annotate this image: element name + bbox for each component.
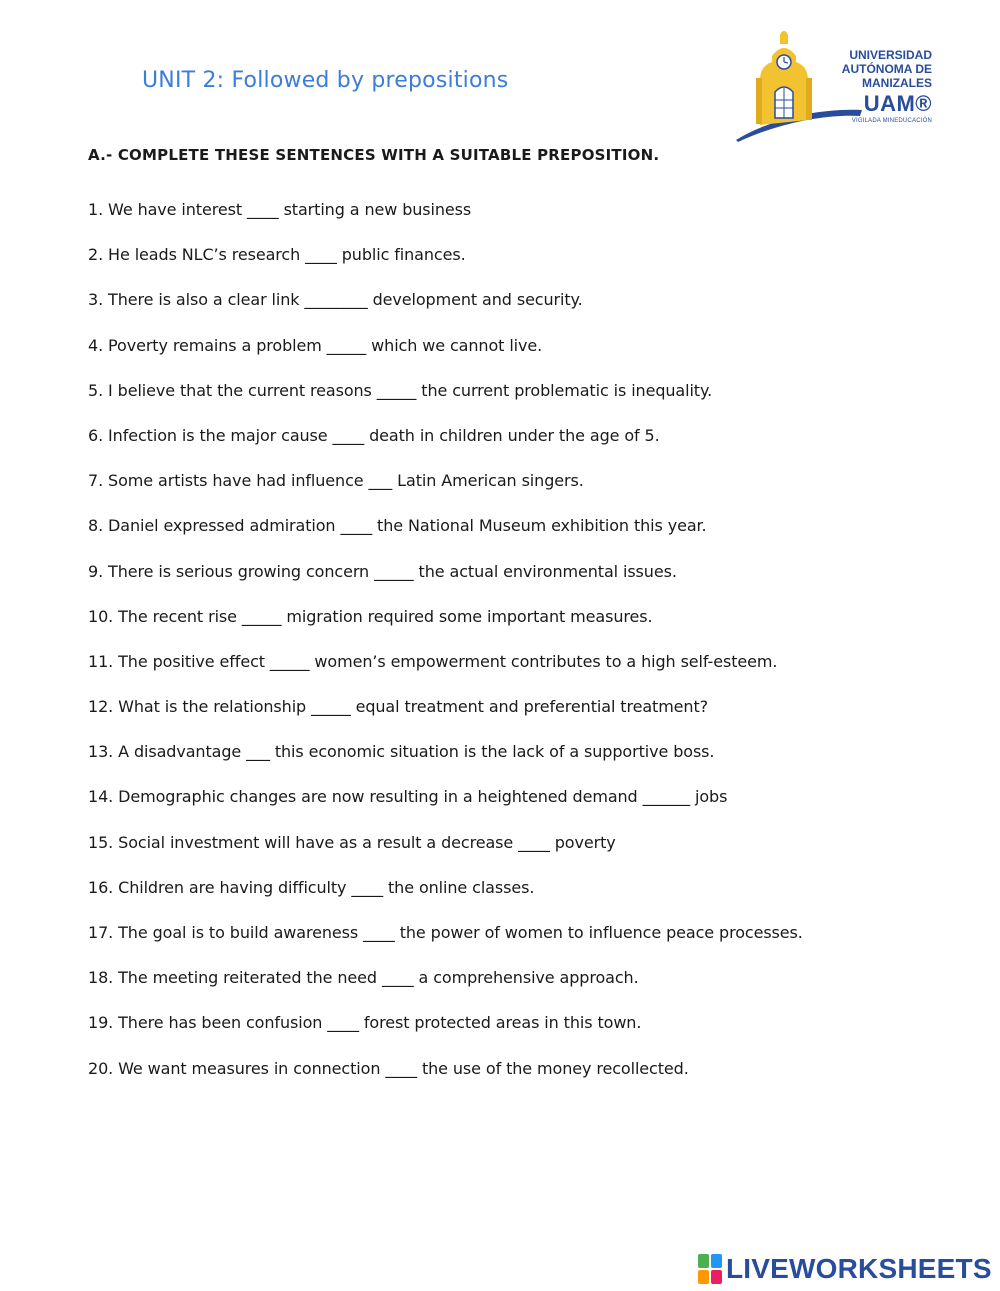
- question-14: 14. Demographic changes are now resulting in a heightened demand ______ jobs: [88, 787, 728, 807]
- question-16: 16. Children are having difficulty ____ the online classes.: [88, 877, 535, 897]
- question-10: 10. The recent rise _____ migration required some important measures.: [88, 606, 653, 626]
- question-3: 3. There is also a clear link ________ development and security.: [88, 290, 583, 310]
- logo-acronym: UAM®: [863, 91, 932, 116]
- question-8: 8. Daniel expressed admiration ____ the National Museum exhibition this year.: [88, 516, 707, 536]
- question-7: 7. Some artists have had influence ___ Latin American singers.: [88, 471, 584, 491]
- question-18: 18. The meeting reiterated the need ____ a comprehensive approach.: [88, 968, 639, 988]
- section-instructions: A.- COMPLETE THESE SENTENCES WITH A SUITABLE PREPOSITION.: [88, 146, 660, 164]
- logo-tagline: VIGILADA MINEDUCACIÓN: [851, 118, 932, 124]
- logo-wordmark: [822, 48, 932, 125]
- question-19: 19. There has been confusion ____ forest protected areas in this town.: [88, 1013, 642, 1033]
- question-17: 17. The goal is to build awareness ____ the power of women to influence peace processes.: [88, 923, 803, 942]
- question-11: 11. The positive effect _____ women’s empowerment contributes to a high self-esteem.: [88, 651, 778, 671]
- question-5: 5. I believe that the current reasons _____ the current problematic is inequality.: [88, 380, 713, 400]
- question-13: 13. A disadvantage ___ this economic situation is the lack of a supportive boss.: [88, 742, 715, 762]
- logo-line-1: UNIVERSIDAD: [849, 48, 932, 62]
- logo-line-3: MANIZALES: [862, 76, 932, 90]
- question-20: 20. We want measures in connection ____ the use of the money recollected.: [88, 1058, 689, 1078]
- page-title: UNIT 2: Followed by prepositions: [142, 68, 509, 93]
- question-9: 9. There is serious growing concern _____ the actual environmental issues.: [88, 561, 677, 581]
- question-4: 4. Poverty remains a problem _____ which we cannot live.: [88, 335, 543, 355]
- footer-brand: [698, 1252, 992, 1286]
- footer-brand-text: LIVEWORKSHEETS: [726, 1253, 992, 1284]
- liveworksheets-badge-icon: [698, 1254, 722, 1284]
- question-1: 1. We have interest ____ starting a new business: [88, 200, 472, 219]
- question-6: 6. Infection is the major cause ____ death in children under the age of 5.: [88, 425, 660, 445]
- question-list: [88, 198, 803, 1102]
- question-15: 15. Social investment will have as a result a decrease ____ poverty: [88, 832, 616, 852]
- question-12: 12. What is the relationship _____ equal treatment and preferential treatment?: [88, 697, 709, 717]
- logo-line-2: AUTÓNOMA DE: [841, 62, 932, 76]
- question-2: 2. He leads NLC’s research ____ public finances.: [88, 245, 466, 265]
